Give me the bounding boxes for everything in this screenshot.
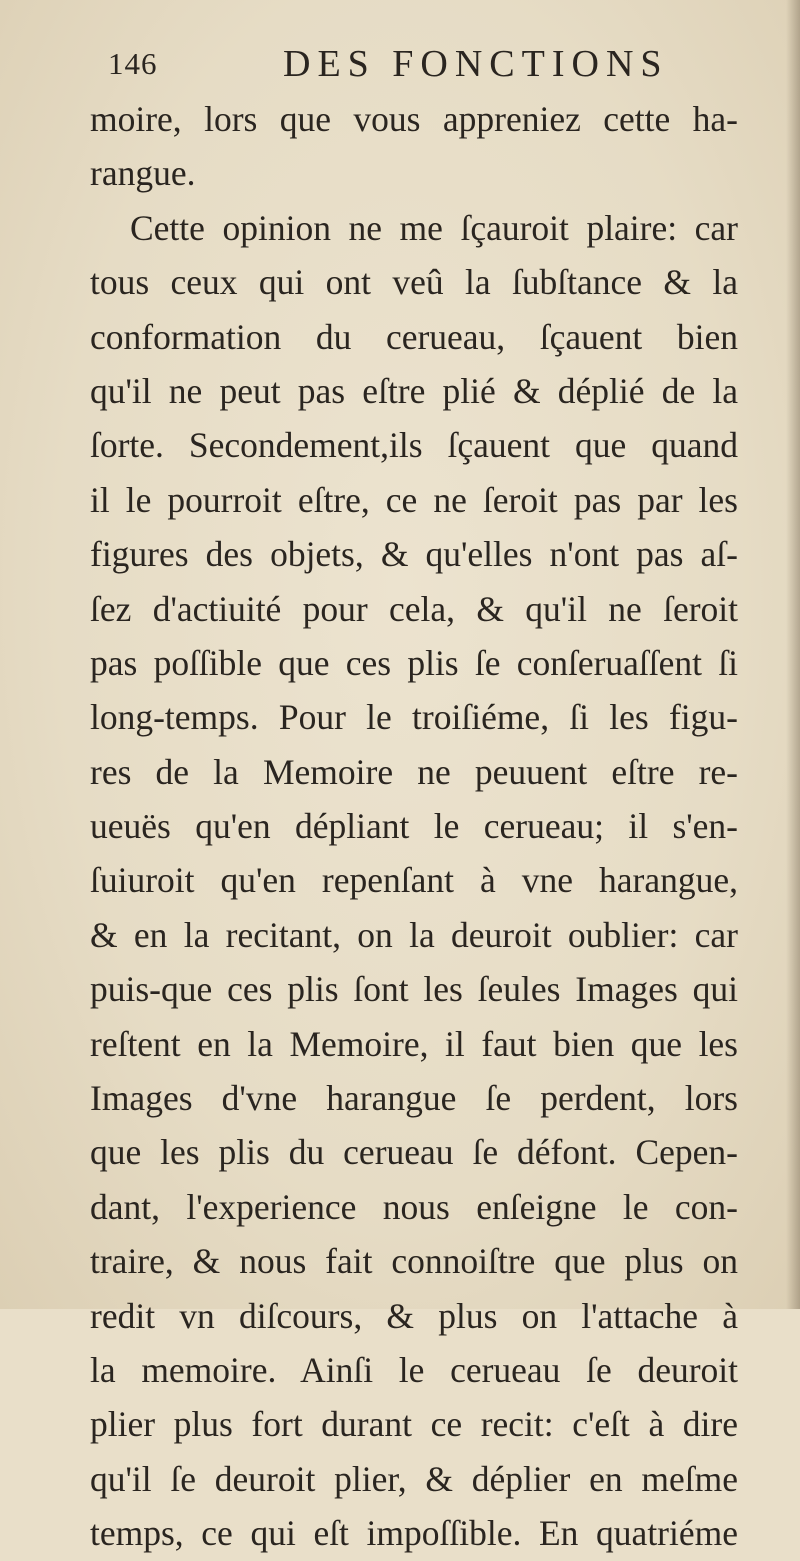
text-line: qu'il ne peut pas eſtre plié & déplié de la: [90, 370, 738, 411]
text-line: long-temps. Pour le troiſiéme, ſi les figu-: [90, 697, 738, 738]
text-line: reſtent en la Memoire, il faut bien que les: [90, 1023, 738, 1064]
text-line: ſez d'actiuité pour cela, & qu'il ne ſeroit: [90, 588, 738, 629]
text-line: tous ceux qui ont veû la ſubſtance & la: [90, 262, 738, 303]
text-line: ſorte. Secondement,ils ſçauent que quand: [90, 425, 738, 466]
text-line: pas poſſible que ces plis ſe conſeruaſſent ſi: [90, 642, 738, 683]
text-line: temps, ce qui eſt impoſſible. En quatriéme: [90, 1513, 738, 1554]
running-head: DES FONCTIONS: [283, 43, 669, 85]
page-edge-shadow: [786, 0, 800, 1309]
page-header: [108, 38, 668, 88]
text-line: ueuës qu'en dépliant le cerueau; il s'en-: [90, 806, 738, 847]
text-line: que les plis du cerueau ſe défont. Cepen-: [90, 1132, 738, 1173]
text-line: plier plus fort durant ce recit: c'eſt à dire: [90, 1404, 738, 1445]
text-line: Cette opinion ne me ſçauroit plaire: car: [130, 207, 738, 248]
body-text: [90, 92, 738, 1561]
text-line: il le pourroit eſtre, ce ne ſeroit pas par les: [90, 479, 738, 520]
text-line: Images d'vne harangue ſe perdent, lors: [90, 1078, 738, 1119]
text-line: conformation du cerueau, ſçauent bien: [90, 316, 738, 357]
text-line: & en la recitant, on la deuroit oublier: car: [90, 914, 738, 955]
text-line: rangue.: [90, 153, 196, 194]
text-line: ſuiuroit qu'en repenſant à vne harangue,: [90, 860, 738, 901]
text-line: la memoire. Ainſi le cerueau ſe deuroit: [90, 1349, 738, 1390]
text-line: moire, lors que vous appreniez cette ha-: [90, 99, 738, 139]
text-line: redit vn diſcours, & plus on l'attache à: [90, 1295, 738, 1336]
text-line: figures des objets, & qu'elles n'ont pas aſ-: [90, 534, 738, 575]
text-line: puis-que ces plis ſont les ſeules Images qui: [90, 969, 738, 1010]
text-line: qu'il ſe deuroit plier, & déplier en meſme: [90, 1458, 738, 1499]
text-line: dant, l'experience nous enſeigne le con-: [90, 1186, 738, 1227]
text-line: res de la Memoire ne peuuent eſtre re-: [90, 751, 738, 792]
text-line: traire, & nous fait connoiſtre que plus on: [90, 1241, 738, 1282]
page-number: 146: [108, 46, 158, 81]
